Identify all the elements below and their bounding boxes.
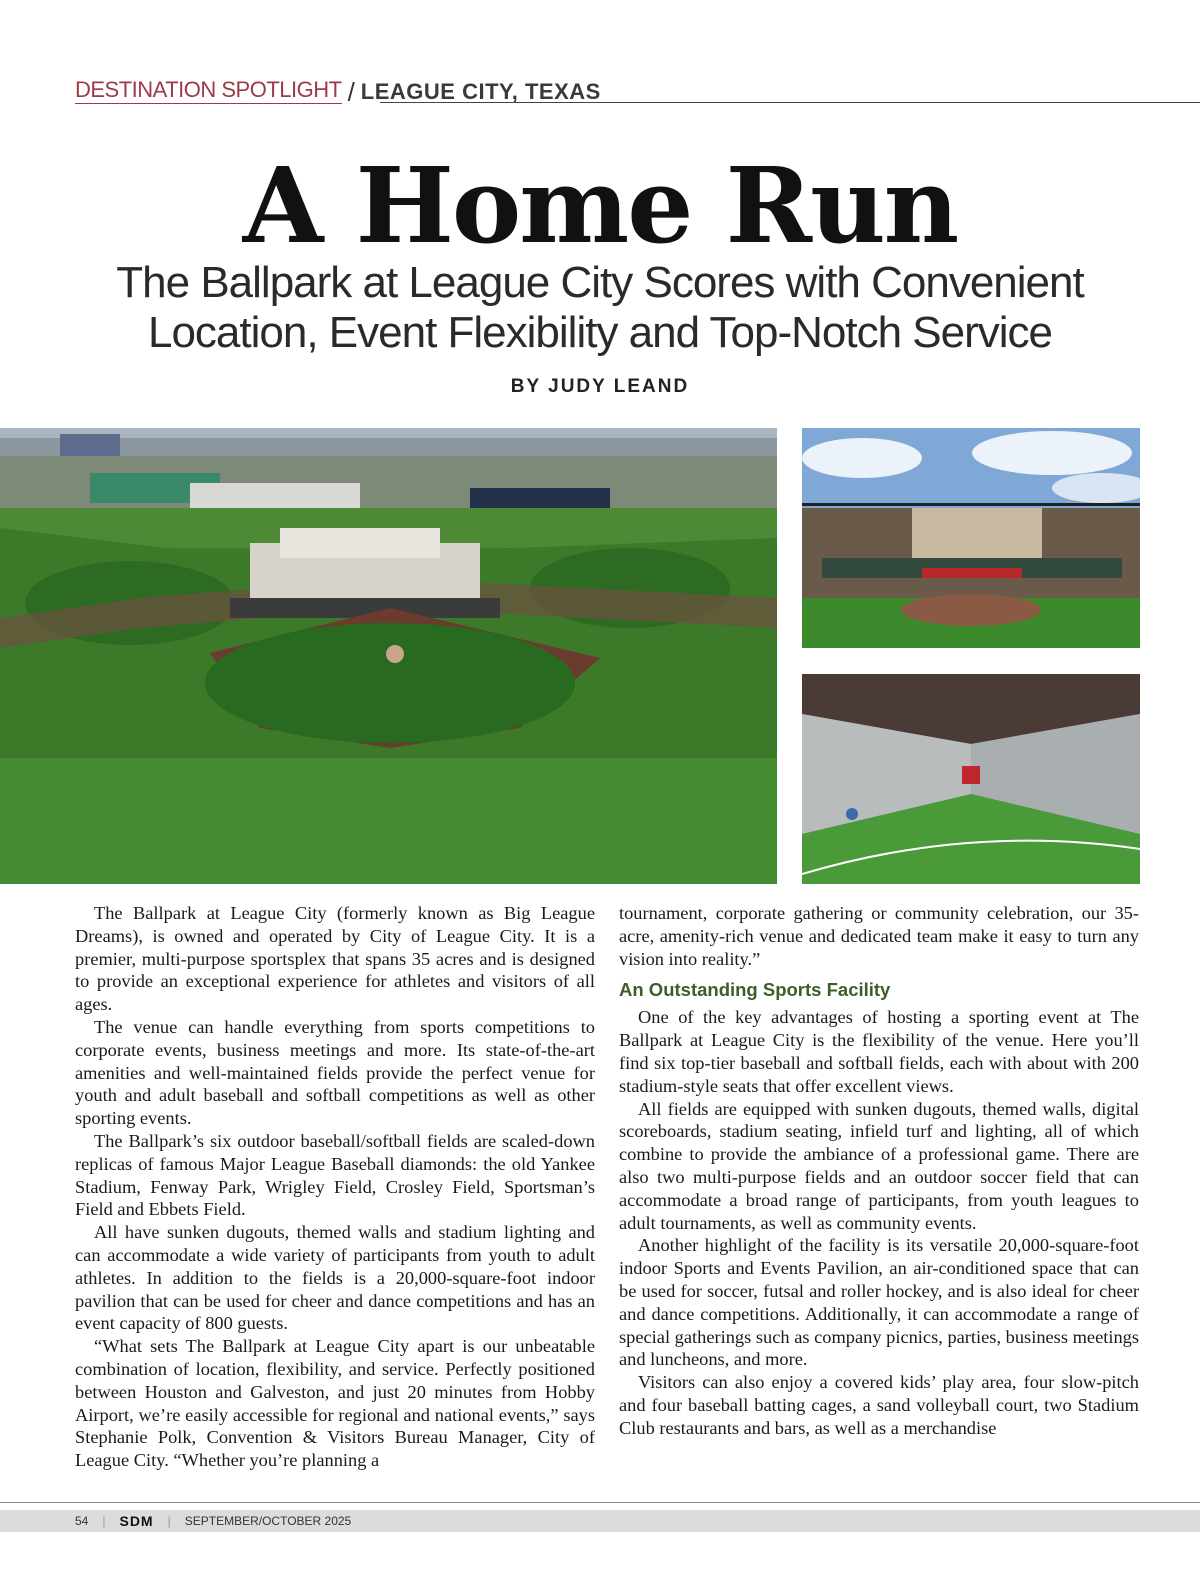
headline: A Home Run xyxy=(242,144,958,267)
page-footer xyxy=(0,1510,1200,1532)
aerial-ballpark-photo xyxy=(0,428,777,884)
dek: The Ballpark at League City Scores with Convenient Location, Event Flexibility and Top-Notch Service xyxy=(116,258,1084,357)
section-rubric xyxy=(75,76,601,107)
slash-divider: / xyxy=(347,77,355,107)
location-label: LEAGUE CITY, TEXAS xyxy=(360,79,601,104)
footer-rule xyxy=(0,1502,1200,1503)
section-label: DESTINATION SPOTLIGHT xyxy=(75,77,342,102)
left-paragraph-5: “What sets The Ballpark at League City apart is our unbeatable combination of location, flexibility, and service. Perfectly positioned between Houston and Galveston, and just 20 minutes from Hobby Airport, we’re easily accessible for regional and national events,” says Stephanie Polk, Convention & Visitors Bureau Manager, City of League City. “Whether you’re planning a xyxy=(75,1336,595,1471)
article-column-right xyxy=(619,902,1139,1440)
right-paragraph-1: One of the key advantages of hosting a sporting event at The Ballpark at League City is the flexibility of the venue. Here you’ll find six top-tier baseball and softball fields, each with about with 200 stadium-style seats that offer excellent views. xyxy=(619,1007,1139,1096)
left-paragraph-2: The venue can handle everything from sports competitions to corporate events, business meetings and more. Its state-of-the-art amenities and well-maintained fields provide the perfect venue for youth and adult baseball and softball competitions as well as other sporting events. xyxy=(75,1016,595,1129)
right-paragraph-4: Visitors can also enjoy a covered kids’ play area, four slow-pitch and four baseball batting cages, a sand volleyball court, two Stadium Club restaurants and bars, as well as a merchandise xyxy=(619,1372,1139,1438)
page-number: 54 xyxy=(75,1514,89,1528)
magazine-brand: SDM xyxy=(119,1513,154,1529)
footer-separator: | xyxy=(102,1514,106,1528)
indoor-pavilion-photo xyxy=(802,674,1140,884)
stadium-field-photo xyxy=(802,428,1140,648)
subhead: An Outstanding Sports Facility xyxy=(619,979,891,1001)
issue-date: SEPTEMBER/OCTOBER 2025 xyxy=(184,1514,352,1528)
left-paragraph-4: All have sunken dugouts, themed walls and stadium lighting and can accommodate a wide variety of participants from youth to adult athletes. In addition to the fields is a 20,000-square-foot indoor pavilion that can be used for cheer and dance competitions and has an event capacity of 800 guests. xyxy=(75,1222,595,1334)
right-paragraph-3: Another highlight of the facility is its versatile 20,000-square-foot indoor Sports and Events Pavilion, an air-conditioned space that can be used for soccer, futsal and roller hockey, and is also ideal for cheer and dance competitions. Additionally, it can accommodate a range of special gatherings such as company picnics, parties, business meetings and luncheons, and more. xyxy=(619,1235,1139,1370)
article-column-left xyxy=(75,902,595,1472)
right-paragraph-2: All fields are equipped with sunken dugouts, themed walls, digital scoreboards, stadium seating, infield turf and lighting, all of which combine to provide the ambiance of a professional game. There are also two multi-purpose fields and an outdoor soccer field that can accommodate a broad range of participants, from youth leagues to adult tournaments, as well as community events. xyxy=(619,1098,1139,1233)
right-continuation: tournament, corporate gathering or community celebration, our 35-acre, amenity-rich venue and dedicated team make it easy to turn any vision into reality.” xyxy=(619,903,1139,969)
byline: BY JUDY LEAND xyxy=(510,376,690,397)
left-paragraph-3: The Ballpark’s six outdoor baseball/softball fields are scaled-down replicas of famous Major League Baseball diamonds: the old Yankee Stadium, Fenway Park, Wrigley Field, Crosley Field, Sportsman’s Field and Ebbets Field. xyxy=(75,1130,595,1220)
left-paragraph-1: The Ballpark at League City (formerly known as Big League Dreams), is owned and operated by City of League City. It is a premier, multi-purpose sportsplex that spans 35 acres and is designed to provide an exceptional experience for athletes and visitors of all ages. xyxy=(75,903,595,1015)
rubric-rule xyxy=(380,102,1200,103)
footer-separator: | xyxy=(167,1514,171,1528)
